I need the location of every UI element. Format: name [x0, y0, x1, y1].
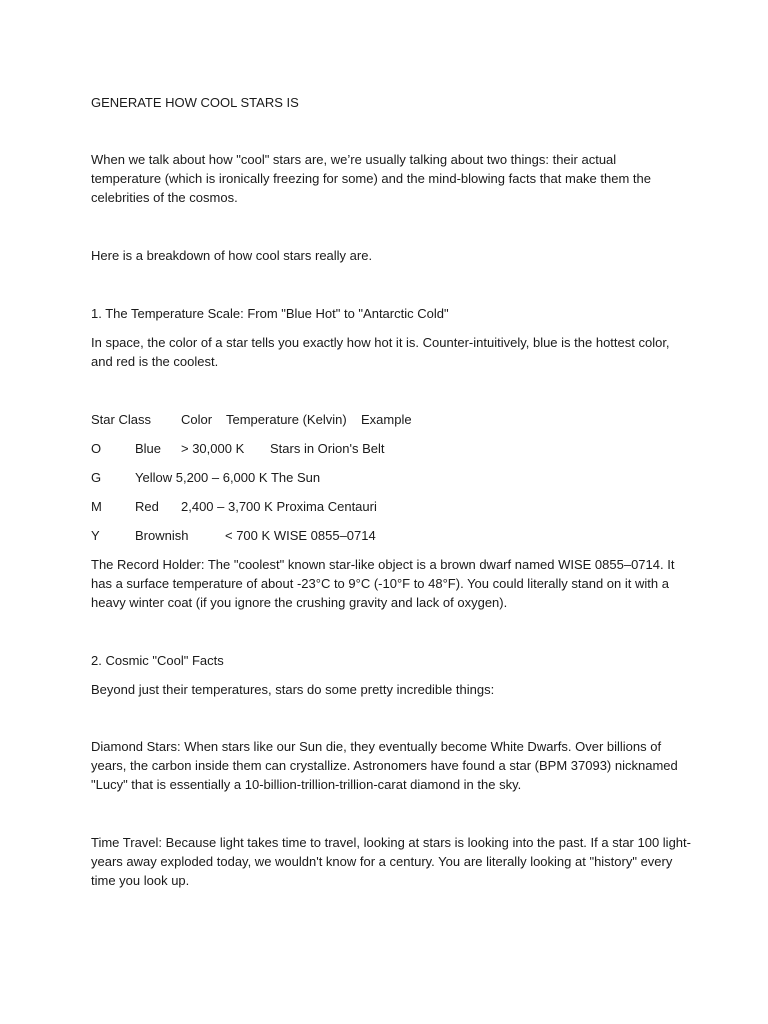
- section2-heading-text: 2. Cosmic "Cool" Facts: [91, 653, 224, 668]
- record-holder-paragraph: [91, 555, 691, 612]
- table-header-cell: Temperature (Kelvin): [226, 412, 347, 427]
- table-cell: [225, 526, 376, 545]
- table-row: [91, 497, 511, 516]
- diamond-stars-paragraph: [91, 737, 691, 794]
- table-cell-text: Yellow: [135, 470, 173, 485]
- table-cell: Stars in Orion's Belt: [270, 441, 385, 456]
- intro-line: When we talk about how "cool" stars are, we’re usually talking about two things: their actual: [91, 152, 617, 167]
- table-header-cell: Example: [361, 412, 412, 427]
- section2-intro: [91, 680, 691, 699]
- table-cell-text: < 700 K: [225, 528, 271, 543]
- time-travel-line: years away exploded today, we wouldn't know for a century. You are literally looking at "history" every: [91, 854, 673, 869]
- table-cell-text: Proxima Centauri: [276, 499, 377, 514]
- section1-heading-text: 1. The Temperature Scale: From "Blue Hot" to "Antarctic Cold": [91, 306, 449, 321]
- table-cell: Y: [91, 528, 100, 543]
- table-cell-text: WISE 0855–0714: [273, 528, 376, 543]
- table-cell: Brownish: [135, 528, 189, 543]
- time-travel-line: time you look up.: [91, 873, 190, 888]
- title-text: GENERATE HOW COOL STARS IS: [91, 95, 299, 110]
- section1-heading: [91, 304, 691, 323]
- table-cell-text: 5,200 – 6,000 K: [175, 470, 268, 485]
- intro-paragraph: [91, 150, 691, 207]
- table-row: [91, 439, 511, 458]
- time-travel-line: Time Travel: Because light takes time to travel, looking at stars is looking into the past. If a star 100 light-: [91, 835, 691, 850]
- star-class-table: [91, 410, 511, 555]
- document-title: [91, 93, 691, 112]
- intro-line: temperature (which is ironically freezing for some) and the mind-blowing facts that make them the: [91, 171, 651, 186]
- table-cell: G: [91, 470, 102, 485]
- table-row: [91, 526, 511, 545]
- table-header-row: [91, 410, 511, 429]
- section2-heading: [91, 651, 691, 670]
- table-cell: [181, 497, 377, 516]
- table-cell-text: 2,400 – 3,700 K: [181, 499, 273, 514]
- record-holder-line: The Record Holder: The "coolest" known star-like object is a brown dwarf named WISE 0855–0714. It: [91, 557, 675, 572]
- record-holder-line: has a surface temperature of about -23°C to 9°C (-10°F to 48°F). You could literally stand on it with a: [91, 576, 669, 591]
- table-cell: > 30,000 K: [181, 441, 245, 456]
- section1-body: [91, 333, 691, 371]
- table-cell: M: [91, 499, 102, 514]
- table-cell: O: [91, 441, 102, 456]
- section1-body-line: In space, the color of a star tells you exactly how hot it is. Counter-intuitively, blue is the hottest color,: [91, 335, 670, 350]
- table-cell: [135, 468, 320, 487]
- table-cell-text: The Sun: [270, 470, 321, 485]
- diamond-stars-line: Diamond Stars: When stars like our Sun die, they eventually become White Dwarfs. Over billions of: [91, 739, 662, 754]
- table-row: [91, 468, 511, 487]
- intro-line: celebrities of the cosmos.: [91, 190, 238, 205]
- section1-body-line: and red is the coolest.: [91, 354, 219, 369]
- breakdown-paragraph: [91, 246, 691, 265]
- table-header-cell: Color: [181, 412, 213, 427]
- time-travel-paragraph: [91, 833, 691, 890]
- table-header-cell: Star Class: [91, 412, 151, 427]
- diamond-stars-line: years, the carbon inside them can crystallize. Astronomers have found a star (BPM 37093) nicknamed: [91, 758, 678, 773]
- table-cell: Red: [135, 499, 159, 514]
- record-holder-line: heavy winter coat (if you ignore the crushing gravity and lack of oxygen).: [91, 595, 508, 610]
- table-cell: Blue: [135, 441, 162, 456]
- diamond-stars-line: "Lucy" that is essentially a 10-billion-trillion-trillion-carat diamond in the sky.: [91, 777, 522, 792]
- section2-intro-text: Beyond just their temperatures, stars do some pretty incredible things:: [91, 682, 495, 697]
- breakdown-text: Here is a breakdown of how cool stars really are.: [91, 248, 373, 263]
